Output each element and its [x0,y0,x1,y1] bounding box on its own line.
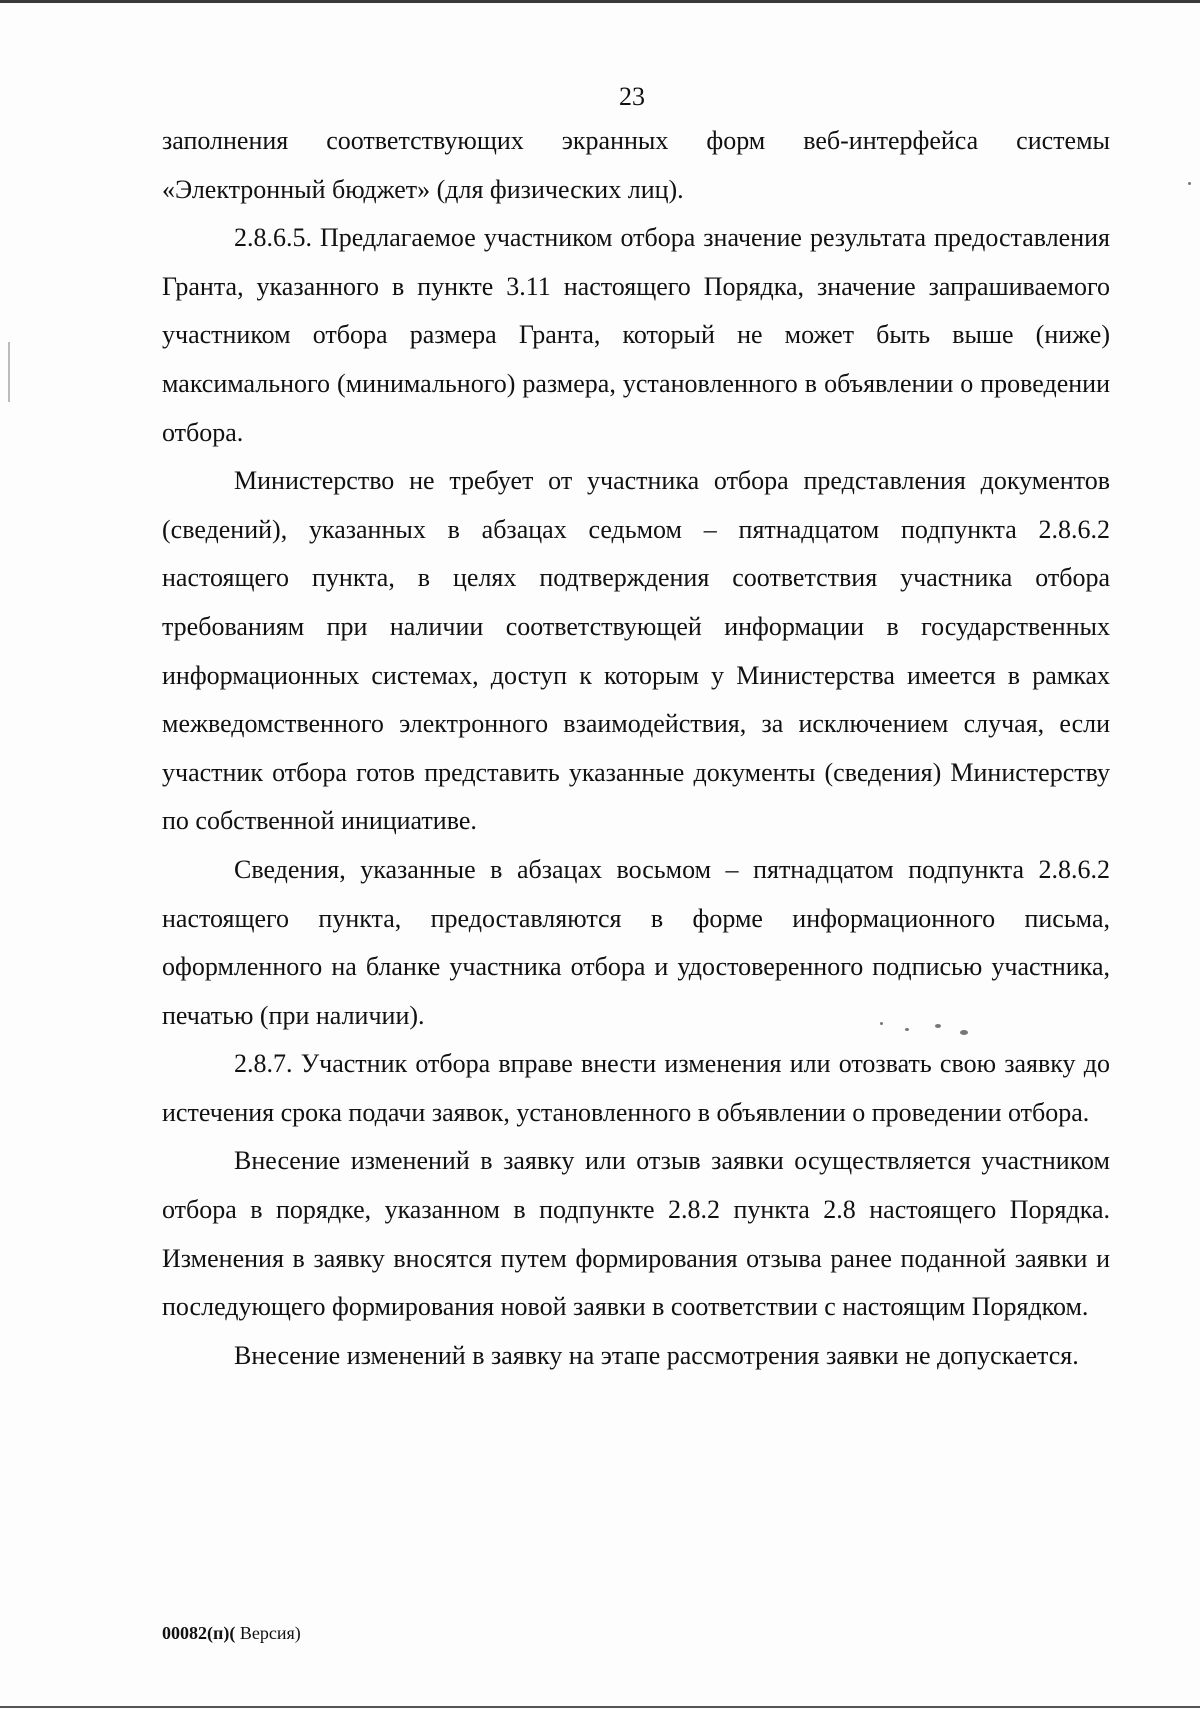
scan-speck [8,342,10,402]
document-body [162,117,1110,1380]
scan-speck [935,1024,941,1028]
paragraph-continuation: заполнения соответствующих экранных форм веб-интерфейса системы «Электронный бюджет» (для физических лиц). [162,126,1110,204]
page-number: 23 [619,82,645,111]
footer-code: 00082(п)( [162,1623,236,1643]
document-footer [162,1623,301,1644]
scan-bottom-edge [0,1706,1200,1708]
paragraph-information-letter: Сведения, указанные в абзацах восьмом – пятнадцатом подпункта 2.8.6.2 настоящего пункта, предоставляются в форме информационного письма, оформленного на бланке участника отбора и удостоверенного подписью участника, печатью (при наличии). [162,854,1110,1030]
paragraph-changes-not-allowed: Внесение изменений в заявку на этапе рассмотрения заявки не допускается. [234,1340,1079,1370]
scan-speck [960,1030,968,1035]
scan-speck [905,1028,909,1031]
footer-version: Версия) [235,1623,301,1643]
scan-top-edge [0,0,1200,3]
paragraph-2-8-7: 2.8.7. Участник отбора вправе внести изменения или отозвать свою заявку до истечения срока подачи заявок, установленного в объявлении о проведении отбора. [162,1049,1110,1127]
paragraph-ministry-requirements: Министерство не требует от участника отбора представления документов (сведений), указанных в абзацах седьмом – пятнадцатом подпункта 2.8.6.2 настоящего пункта, в целях подтверждения соответствия участника отбора требованиям при наличии соответствующей информации в государственных информационных системах, доступ к которым у Министерства имеется в рамках межведомственного электронного взаимодействия, за исключением случая, если участник отбора готов представить указанные документы (сведения) Министерству по собственной инициативе. [162,466,1110,836]
scan-speck [880,1022,883,1025]
scan-speck [1188,182,1191,185]
paragraph-changes-procedure: Внесение изменений в заявку или отзыв заявки осуществляется участником отбора в порядке, указанном в подпункте 2.8.2 пункта 2.8 настоящего Порядка. Изменения в заявку вносятся путем формирования отзыва ранее поданной заявки и последующего формирования новой заявки в соответствии с настоящим Порядком. [162,1146,1110,1322]
paragraph-2-8-6-5: 2.8.6.5. Предлагаемое участником отбора значение результата предоставления Гранта, указанного в пункте 3.11 настоящего Порядка, значение запрашиваемого участником отбора размера Гранта, который не может быть выше (ниже) максимального (минимального) размера, установленного в объявлении о проведении отбора. [162,223,1110,447]
